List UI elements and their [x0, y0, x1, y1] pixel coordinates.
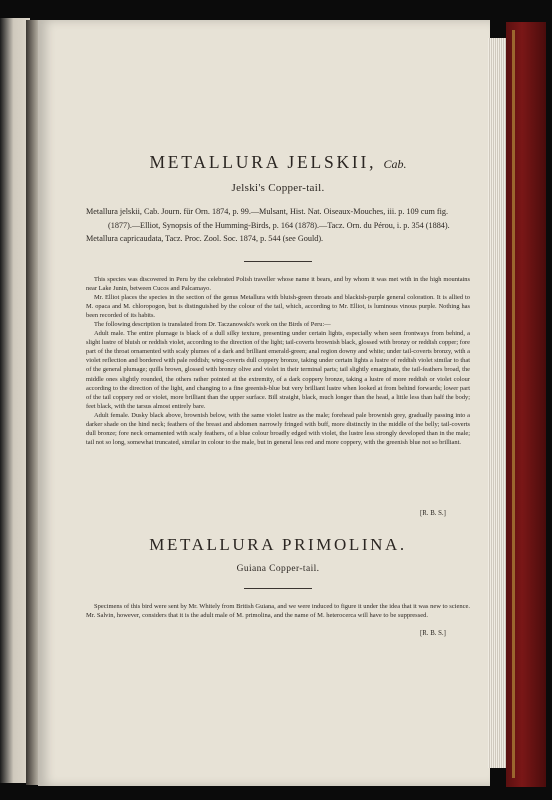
species-description-1 — [86, 275, 470, 447]
paragraph: Adult female. Dusky black above, brownish below, with the same violet lustre as the male; forehead pale brownish grey, gradually passing into a darker shade on the hind neck; feathers of the breast and abdomen narrowly fringed with buff, more distinctly in the middle of the belly; tail-coverts dull bronze; fore neck ornamented with scaly feathers, of a blue colour broadly edged with violet, the lustre less strongly developed than in the male; tail not so long, somewhat truncated, similar in colour to the male, but in general less red and more coppery, with the greenish blue not so brilliant. — [86, 411, 470, 446]
section-rule — [244, 261, 312, 262]
section-rule — [244, 588, 312, 589]
species-title-1 — [86, 152, 470, 173]
species-title-2: METALLURA PRIMOLINA. — [149, 535, 407, 554]
paragraph: Adult male. The entire plumage is black of a dull silky texture, presenting under certain lights, especially when seen frontways from behind, a slight lustre of bluish or reddish violet, according to the direction of the light; tail-coverts brownish black, glossed with bronzy or reddish copper; fore part of the throat ornamented with scaly plumes of a dark and brilliant emerald-green; anal region downy and white; under tail-coverts bronzy, with a violet reflection and bordered with pale reddish; wing-coverts dull coppery bronze, taking under certain lights a lustre of reddish violet similar to that of the general plumage; quills brown, glossed with bronzy olive and violet in their terminal parts; tail slightly emarginate, the tail-feathers broad, the middle ones slightly rounded, the others rather pointed at the extremity, of a dark coppery bronze, taking a lustre of more reddish or violet colour according to the direction of the light, and changing to a fine greenish-blue but very brilliant lustre when looked at from behind forwards; lower part of the tail coppery red or violet, more brilliant than the upper surface. Bill straight, black, much longer than the head, a little less than half the body; feet black, with the tarsus almost entirely bare. — [86, 330, 470, 410]
paragraph: Specimens of this bird were sent by Mr. Whitely from British Guiana, and we were induced to figure it under the idea that it was new to science. Mr. Salvin, however, considers that it is the adult male of M. primolina, and the name of M. heterocerca will have to be suppressed. — [86, 603, 470, 620]
signature-2: [R. B. S.] — [420, 630, 446, 637]
synonymy-references — [86, 205, 470, 246]
species-authority-1: Cab. — [383, 157, 407, 171]
species-subtitle-1: Jelski's Copper-tail. — [231, 182, 325, 194]
species-description-2 — [86, 602, 470, 621]
cover-gilt-line — [512, 30, 515, 778]
paragraph: This species was discovered in Peru by the celebrated Polish traveller whose name it bears, and by whom it was met with in the high mountains near Lake Junin, between Cucos and Palcamayo. — [86, 276, 470, 293]
paragraph: The following description is translated from Dr. Taczanowski's work on the Birds of Peru:— — [94, 321, 331, 329]
reference-line: Metallura jelskii, Cab. Journ. für Orn. 1874, p. 99.—Mulsant, Hist. Nat. Oiseaux-Mouches, iii. p. 109 cum fig. (1877).—Elliot, Synopsis of the Humming-Birds, p. 164 (1878).—Tacz. Orn. du Pérou, i. p. 354 (1884). — [86, 207, 450, 230]
reference-line: Metallura capricaudata, Tacz. Proc. Zool. Soc. 1874, p. 544 (see Gould). — [86, 234, 324, 243]
species-subtitle-2: Guiana Copper-tail. — [236, 564, 320, 574]
signature-1: [R. B. S.] — [420, 510, 446, 517]
paragraph: Mr. Elliot places the species in the section of the genus Metallura with bluish-green throats and blackish-purple general coloration. It is allied to M. opaca and M. chloropogon, but is distinguished by the colour of the tail, which, according to Mr. Elliot, is luminous vinous purple. Nothing has been recorded of its habits. — [86, 294, 470, 320]
species-name-1: METALLURA JELSKII, — [149, 152, 377, 172]
